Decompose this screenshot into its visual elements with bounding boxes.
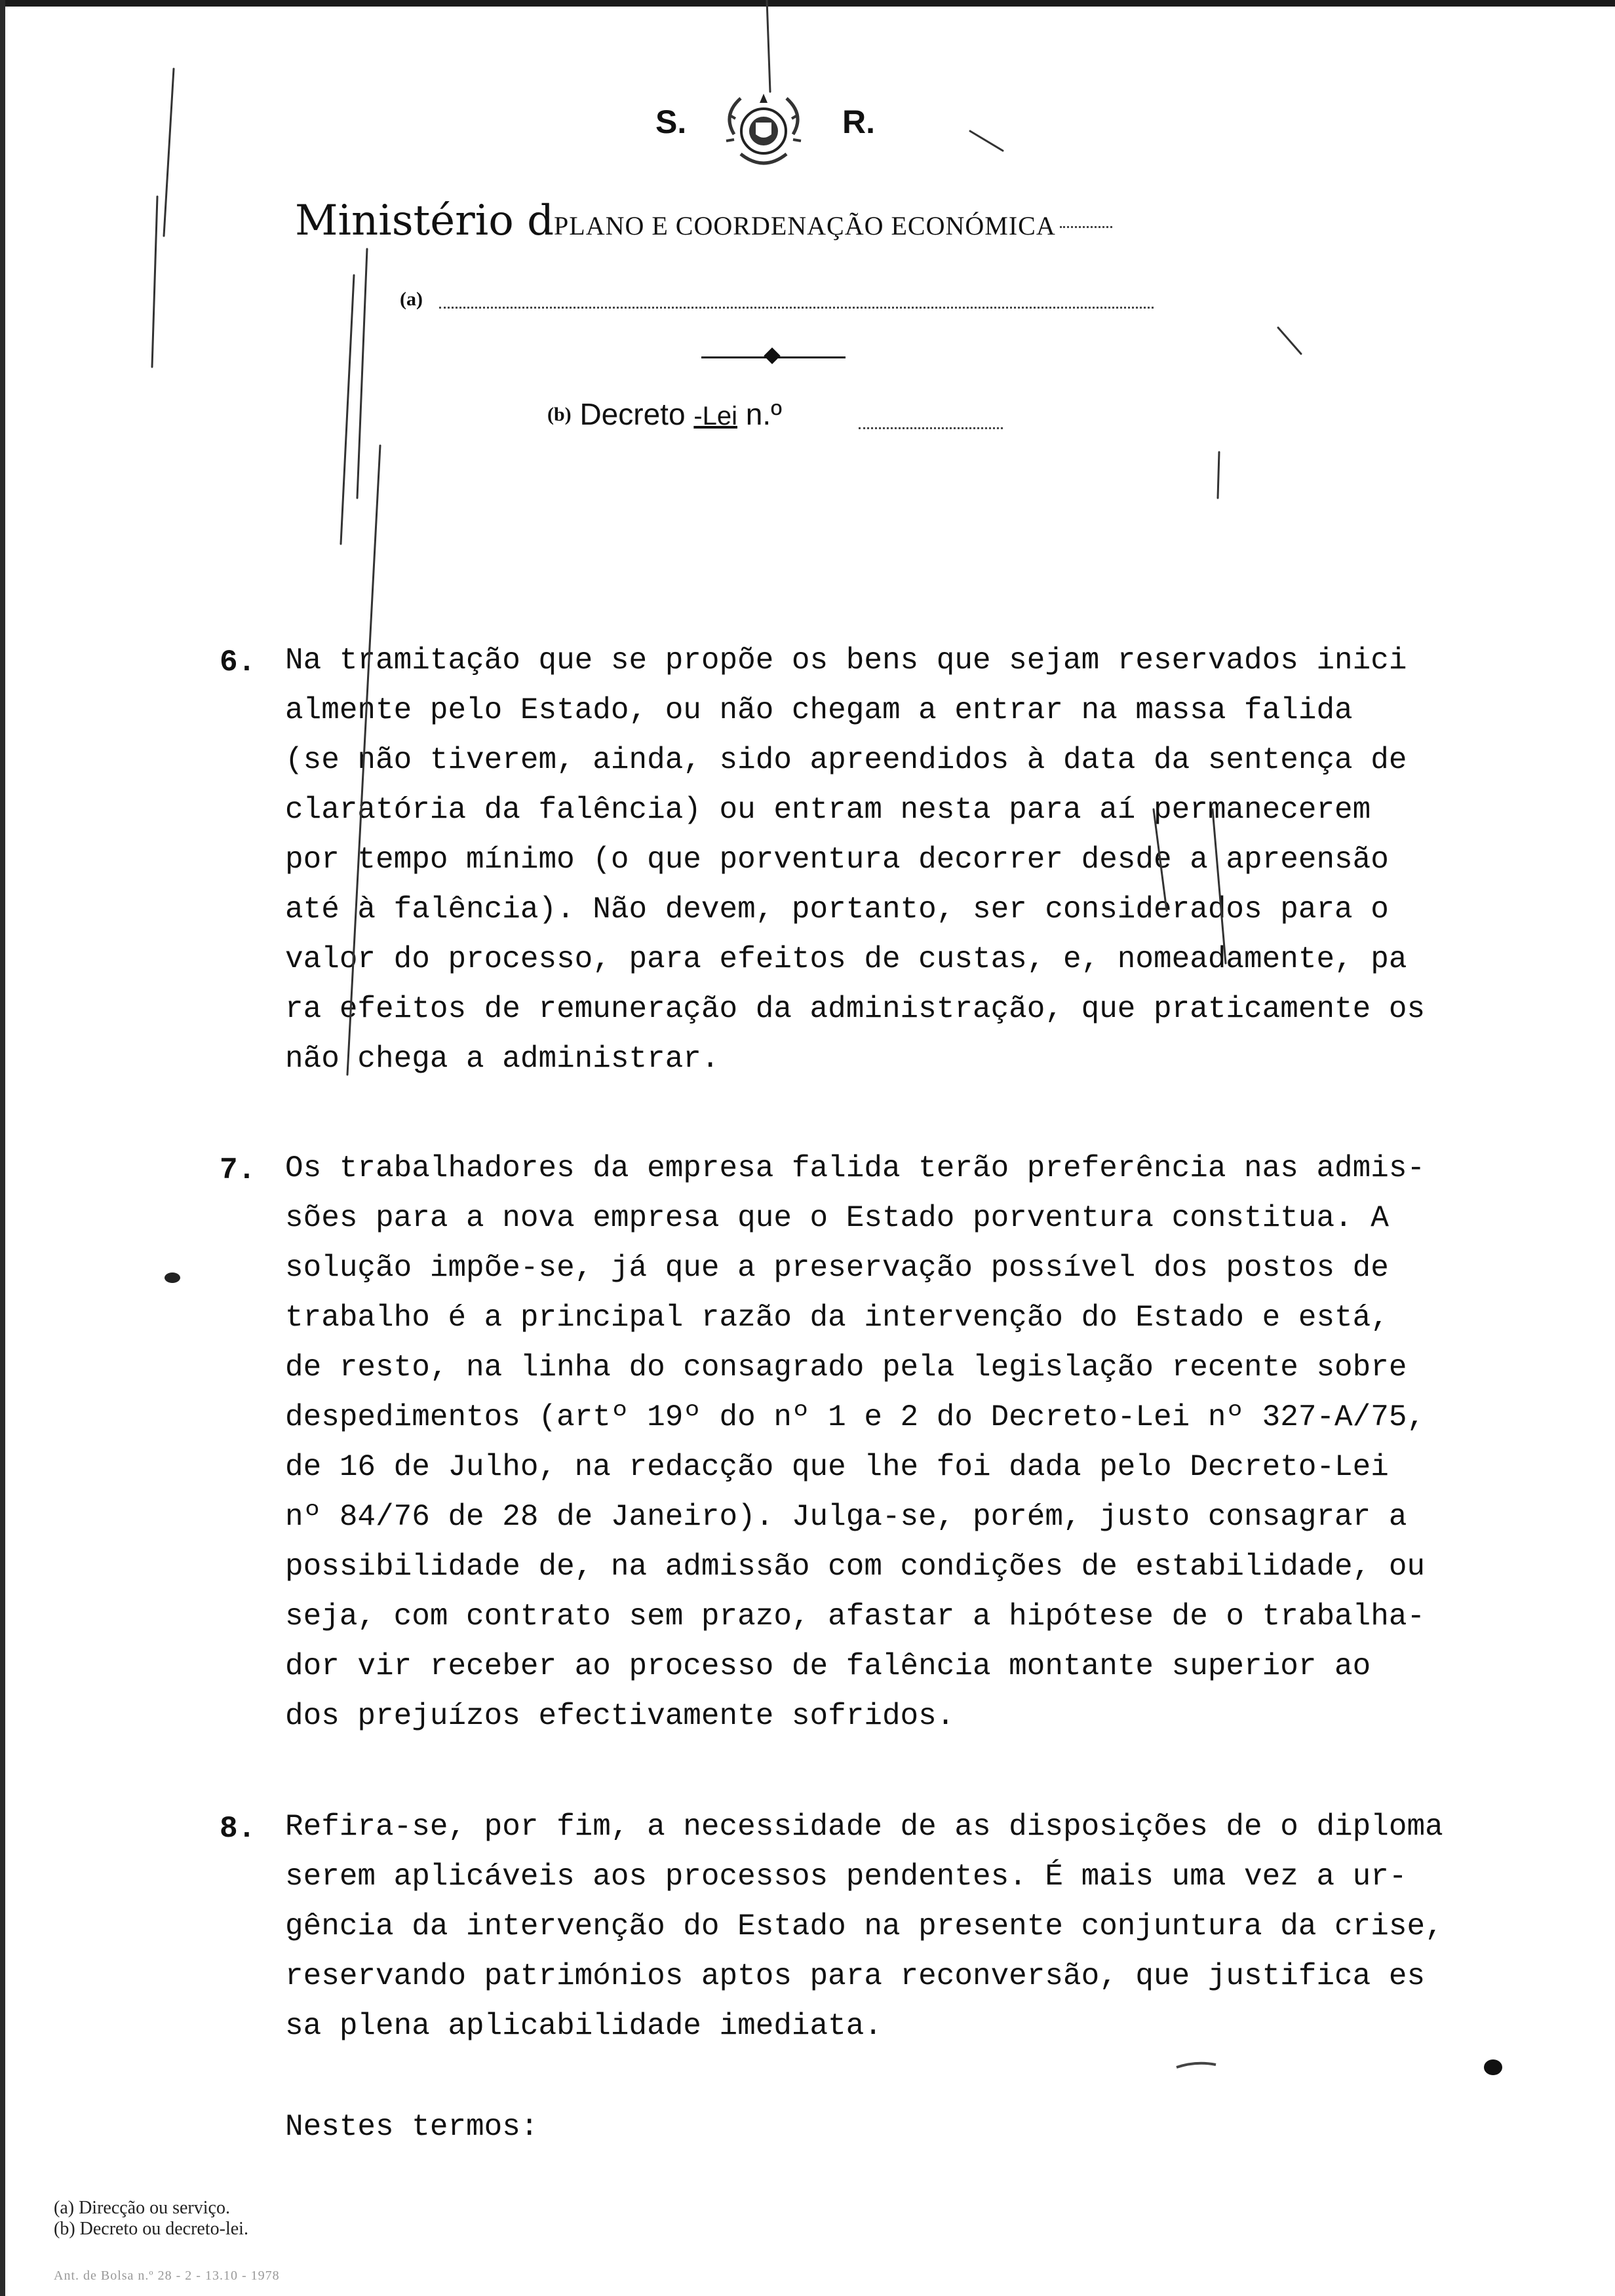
field-a-dotted-line — [439, 307, 1154, 309]
field-a-marker: (a) — [400, 288, 423, 310]
ministry-dotted-line — [1060, 226, 1112, 228]
pen-stroke — [152, 197, 157, 367]
header-letter-r: R. — [842, 104, 875, 140]
paragraph-line: sa plena aplicabilidade imediata. — [285, 2009, 882, 2043]
paragraph-line: dor vir receber ao processo de falência montante superior ao — [285, 1649, 1371, 1683]
paragraph-line: reservando patrimónios aptos para reconversão, que justifica es — [285, 1959, 1426, 1993]
print-imprint: Ant. de Bolsa n.º 28 - 2 - 13.10 - 1978 — [54, 2268, 280, 2283]
footnote-a: (a) Direcção ou serviço. — [54, 2198, 230, 2218]
paragraph-line: dos prejuízos efectivamente sofridos. — [285, 1699, 955, 1733]
pen-stroke — [1278, 328, 1301, 354]
paragraph-line: serem aplicáveis aos processos pendentes. É mais uma vez a ur- — [285, 1860, 1407, 1894]
pen-stroke — [970, 131, 1003, 151]
pen-stroke — [341, 275, 354, 544]
paragraph-line: Na tramitação que se propõe os bens que sejam reservados inici — [285, 643, 1407, 678]
closing-phrase: Nestes termos: — [285, 2110, 539, 2144]
paragraph-line: por tempo mínimo (o que porventura decorrer desde a apreensão — [285, 843, 1389, 877]
scan-edge-left — [0, 0, 5, 2296]
paragraph-line: valor do processo, para efeitos de custas, e, nomeadamente, pa — [285, 942, 1407, 976]
paragraph-line: até à falência). Não devem, portanto, ser considerados para o — [285, 892, 1389, 927]
paragraph-line: gência da intervenção do Estado na presente conjuntura da crise, — [285, 1909, 1443, 1943]
ink-blot — [165, 1272, 180, 1283]
decreto-lei-annotation: -Lei — [693, 402, 738, 430]
footnote-b: (b) Decreto ou decreto-lei. — [54, 2219, 248, 2239]
paragraph-line: nº 84/76 de 28 de Janeiro). Julga-se, porém, justo consagrar a — [285, 1500, 1407, 1534]
paragraph-line: claratória da falência) ou entram nesta para aí permanecerem — [285, 793, 1371, 827]
paragraph-number: 8. — [220, 1812, 256, 1846]
decreto-dotted-line — [859, 427, 1003, 429]
pen-stroke — [1218, 452, 1219, 498]
paragraph-line: de resto, na linha do consagrado pela legislação recente sobre — [285, 1350, 1407, 1385]
decreto-label: Decreto — [579, 397, 686, 431]
ministry-heading — [295, 197, 1112, 245]
paragraph-line: Refira-se, por fim, a necessidade de as disposições de o diploma — [285, 1810, 1443, 1844]
footnotes — [54, 2198, 248, 2240]
paragraph-number: 7. — [220, 1153, 256, 1187]
ink-blot — [1484, 2059, 1502, 2075]
pen-stroke — [1213, 809, 1226, 963]
paragraph-line: solução impõe-se, já que a preservação possível dos postos de — [285, 1251, 1389, 1285]
header-letter-s: S. — [655, 104, 687, 140]
pen-stroke — [767, 0, 770, 92]
pen-stroke — [357, 249, 367, 498]
ministry-name: PLANO E COORDENAÇÃO ECONÓMICA — [554, 211, 1056, 240]
paragraph-line: possibilidade de, na admissão com condições de estabilidade, ou — [285, 1550, 1426, 1584]
paragraph-line: Os trabalhadores da empresa falida terão preferência nas admis- — [285, 1151, 1426, 1185]
decreto-line — [547, 396, 782, 432]
paragraph-line: não chega a administrar. — [285, 1042, 720, 1076]
ink-blot — [1177, 2063, 1216, 2067]
paragraph-number: 6. — [220, 645, 256, 679]
pen-stroke — [164, 69, 174, 236]
decreto-number-suffix: n.º — [745, 397, 782, 431]
ministry-prefix: Ministério d — [295, 197, 555, 245]
coat-of-arms-icon — [714, 88, 813, 174]
republic-header — [616, 88, 957, 174]
field-b-marker: (b) — [547, 404, 572, 425]
paragraph-line: de 16 de Julho, na redacção que lhe foi dada pelo Decreto-Lei — [285, 1450, 1389, 1484]
paragraph-line: despedimentos (artº 19º do nº 1 e 2 do Decreto-Lei nº 327-A/75, — [285, 1400, 1426, 1434]
paragraph-line: ra efeitos de remuneração da administração, que praticamente os — [285, 992, 1426, 1026]
paragraph-line: almente pelo Estado, ou não chegam a entrar na massa falida — [285, 693, 1353, 727]
divider-diamond-icon — [764, 347, 780, 364]
paragraph-line: seja, com contrato sem prazo, afastar a hipótese de o trabalha- — [285, 1599, 1426, 1634]
scan-edge-top — [0, 0, 1615, 7]
paragraph-line: (se não tiverem, ainda, sido apreendidos à data da sentença de — [285, 743, 1407, 777]
paragraph-line: trabalho é a principal razão da intervenção do Estado e está, — [285, 1301, 1389, 1335]
paragraph-line: sões para a nova empresa que o Estado porventura constitua. A — [285, 1201, 1389, 1235]
